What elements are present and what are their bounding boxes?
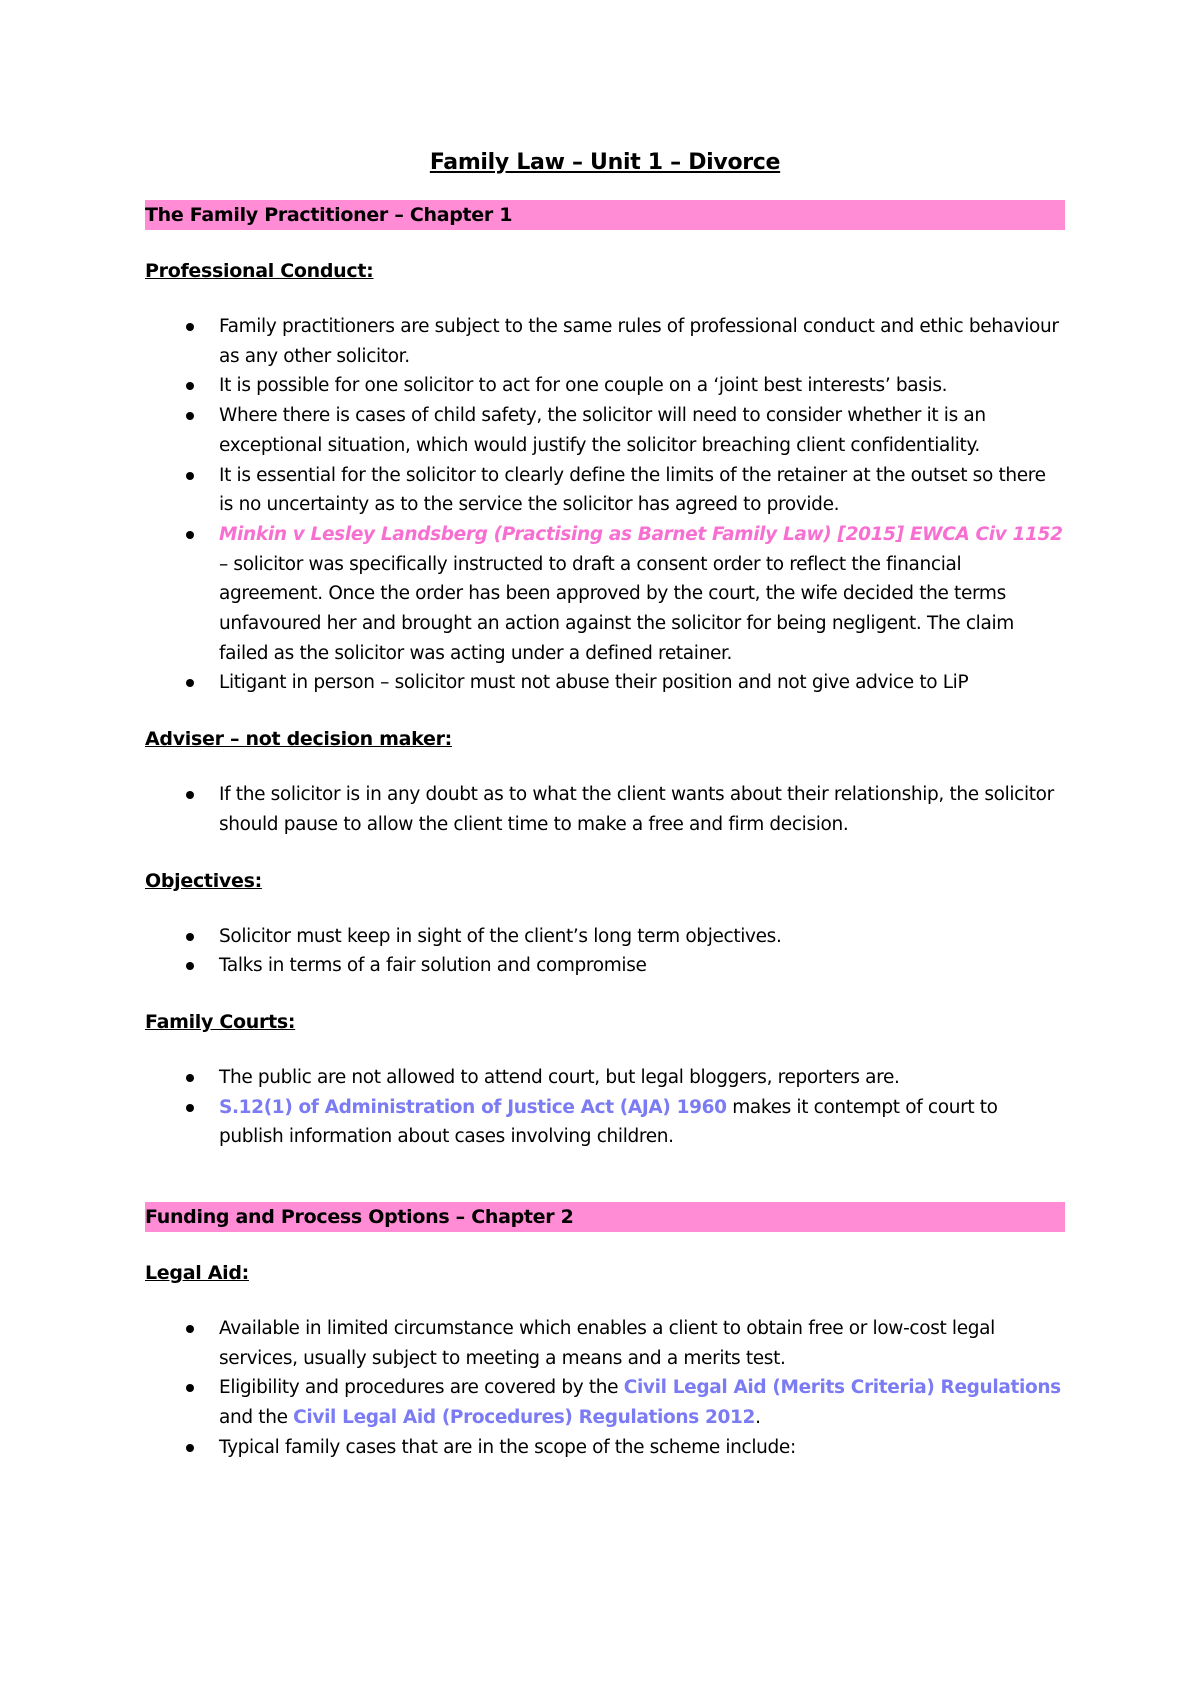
statute-reference: Civil Legal Aid (Procedures) Regulations 2012 — [293, 1407, 756, 1429]
list-item-text: makes it contempt of court to publish information about cases involving children. — [219, 1096, 998, 1148]
bullet-icon — [186, 791, 194, 799]
family-courts-list — [145, 1063, 1065, 1152]
list-item-text: – solicitor was specifically instructed to draft a consent order to reflect the financial agreement. Once the order has been approved by the court, the wife decided the terms unfavoured her and brought an action against the solicitor for being negligent. The claim failed as the solicitor was acting under a defined retainer. — [219, 553, 1014, 664]
bullet-icon — [186, 962, 194, 970]
case-citation: Minkin v Lesley Landsberg (Practising as Barnet Family Law) [2015] EWCA Civ 1152 — [219, 523, 1063, 545]
bullet-icon — [186, 1444, 194, 1452]
list-item — [145, 371, 1065, 401]
bullet-icon — [186, 1384, 194, 1392]
bullet-icon — [186, 679, 194, 687]
list-item-text: Litigant in person – solicitor must not abuse their position and not give advice to LiP — [219, 672, 969, 694]
chapter-2-band: Funding and Process Options – Chapter 2 — [145, 1202, 1065, 1232]
document-page — [145, 148, 1065, 1489]
bullet-icon — [186, 472, 194, 480]
list-item — [145, 312, 1065, 371]
list-item — [145, 780, 1065, 839]
list-item-text: It is essential for the solicitor to clearly define the limits of the retainer at the outset so there is no uncertainty as to the service the solicitor has agreed to provide. — [219, 464, 1046, 516]
heading-family-courts: Family Courts: — [145, 1010, 296, 1033]
list-item — [145, 1063, 1065, 1093]
bullet-icon — [186, 1074, 194, 1082]
adviser-list — [145, 780, 1065, 839]
professional-conduct-list — [145, 312, 1065, 698]
heading-legal-aid: Legal Aid: — [145, 1262, 249, 1285]
list-item-text: Family practitioners are subject to the same rules of professional conduct and ethic behaviour as any other solicitor. — [219, 316, 1059, 367]
heading-objectives: Objectives: — [145, 869, 262, 892]
list-item-text: It is possible for one solicitor to act for one couple on a ‘joint best interests’ basis. — [219, 375, 948, 397]
objectives-list — [145, 922, 1065, 981]
heading-professional-conduct: Professional Conduct: — [145, 260, 374, 282]
section-spacer — [145, 1178, 1065, 1202]
list-item — [145, 1433, 1065, 1463]
list-item — [145, 1373, 1065, 1432]
bullet-icon — [186, 323, 194, 331]
list-item-text: Where there is cases of child safety, the solicitor will need to consider whether it is an exceptional situation, which would justify the solicitor breaching client confidentiality. — [219, 405, 986, 456]
bullet-icon — [186, 382, 194, 390]
list-item-text: and the — [219, 1407, 294, 1429]
heading-adviser: Adviser – not decision maker: — [145, 728, 452, 751]
list-item-text: Solicitor must keep in sight of the client’s long term objectives. — [219, 925, 782, 947]
statute-reference: S.12(1) of Administration of Justice Act (AJA) 1960 — [219, 1096, 727, 1118]
legal-aid-list — [145, 1314, 1065, 1463]
bullet-icon — [186, 933, 194, 941]
bullet-icon — [186, 412, 194, 420]
list-item — [145, 401, 1065, 460]
list-item — [145, 520, 1065, 669]
bullet-icon — [186, 1104, 194, 1112]
list-item — [145, 922, 1065, 952]
bullet-icon — [186, 531, 194, 539]
list-item-text: The public are not allowed to attend court, but legal bloggers, reporters are. — [219, 1066, 900, 1088]
list-item — [145, 668, 1065, 698]
list-item-text: . — [755, 1407, 761, 1429]
list-item — [145, 1093, 1065, 1152]
statute-reference: Civil Legal Aid (Merits Criteria) Regulations — [623, 1377, 1061, 1399]
chapter-1-band: The Family Practitioner – Chapter 1 — [145, 200, 1065, 230]
list-item-text: If the solicitor is in any doubt as to what the client wants about their relationship, the solicitor should pause to allow the client time to make a free and firm decision. — [219, 784, 1054, 835]
list-item — [145, 951, 1065, 981]
list-item-text: Eligibility and procedures are covered by the — [219, 1377, 624, 1399]
list-item-text: Typical family cases that are in the scope of the scheme include: — [219, 1436, 796, 1458]
list-item — [145, 1314, 1065, 1373]
list-item-text: Talks in terms of a fair solution and compromise — [219, 955, 647, 977]
list-item-text: Available in limited circumstance which enables a client to obtain free or low-cost legal services, usually subject to meeting a means and a merits test. — [219, 1318, 995, 1369]
list-item — [145, 461, 1065, 520]
document-title: Family Law – Unit 1 – Divorce — [429, 150, 781, 175]
bullet-icon — [186, 1325, 194, 1333]
